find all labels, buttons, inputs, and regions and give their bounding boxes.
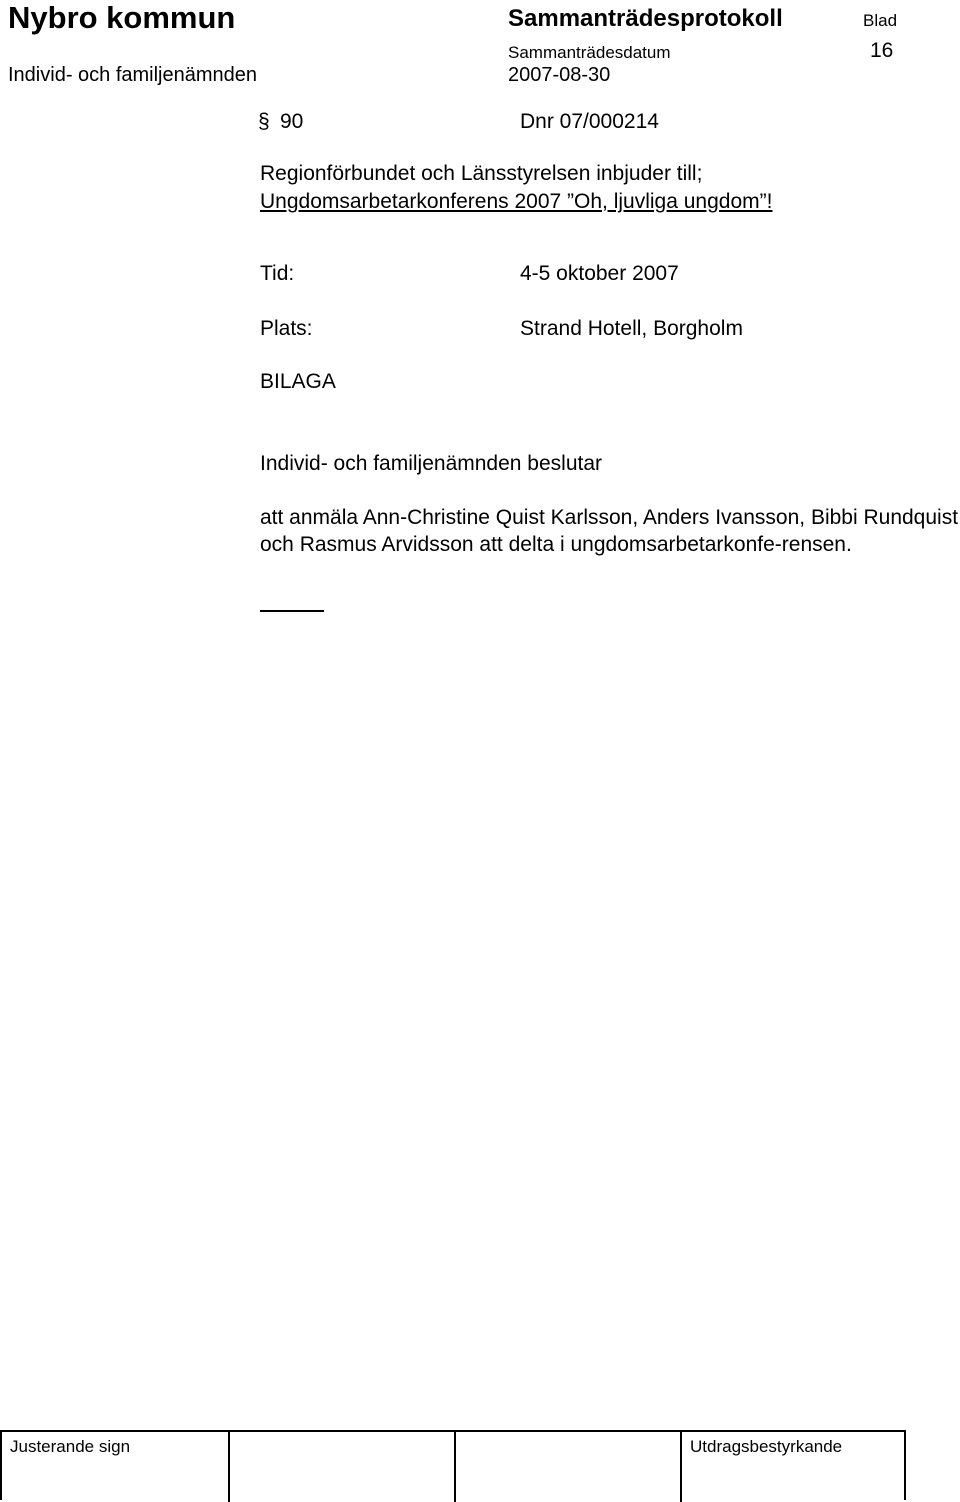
organization-name: Nybro kommun bbox=[8, 0, 236, 35]
signature-table bbox=[0, 1430, 906, 1500]
time-value: 4-5 oktober 2007 bbox=[520, 262, 679, 285]
section-sign: § bbox=[258, 110, 270, 133]
signature-cell-justerande bbox=[2, 1432, 230, 1502]
decision-heading: Individ- och familjenämnden beslutar bbox=[260, 452, 603, 475]
meeting-date-value: 2007-08-30 bbox=[508, 64, 611, 86]
attachment-label: BILAGA bbox=[260, 370, 336, 393]
document-type: Sammanträdesprotokoll bbox=[508, 5, 783, 32]
meeting-date-label: Sammanträdesdatum bbox=[508, 43, 671, 62]
decision-text: att anmäla Ann-Christine Quist Karlsson, Anders Ivansson, Bibbi Rundquist och Rasmus Arvidsson att delta i ungdomsarbetarkonfe-rensen. bbox=[260, 506, 959, 556]
place-value: Strand Hotell, Borgholm bbox=[520, 317, 743, 340]
end-divider bbox=[260, 610, 324, 612]
page-number: 16 bbox=[870, 39, 894, 62]
time-label: Tid: bbox=[260, 262, 295, 285]
place-label: Plats: bbox=[260, 317, 313, 340]
diary-number: Dnr 07/000214 bbox=[520, 110, 659, 133]
section-number: 90 bbox=[280, 110, 304, 133]
signature-cell-utdrag bbox=[682, 1432, 904, 1502]
signature-cell-3 bbox=[456, 1432, 682, 1502]
utdragsbestyrkande-label: Utdragsbestyrkande bbox=[690, 1437, 843, 1456]
committee-name: Individ- och familjenämnden bbox=[8, 64, 258, 86]
page-label: Blad bbox=[863, 11, 898, 30]
section-title-line1: Regionförbundet och Länsstyrelsen inbjuder till; bbox=[260, 162, 703, 185]
section-title-line2: Ungdomsarbetarkonferens 2007 ”Oh, ljuvliga ungdom”! bbox=[260, 190, 773, 213]
justerande-sign-label: Justerande sign bbox=[10, 1437, 131, 1456]
signature-cell-2 bbox=[230, 1432, 456, 1502]
